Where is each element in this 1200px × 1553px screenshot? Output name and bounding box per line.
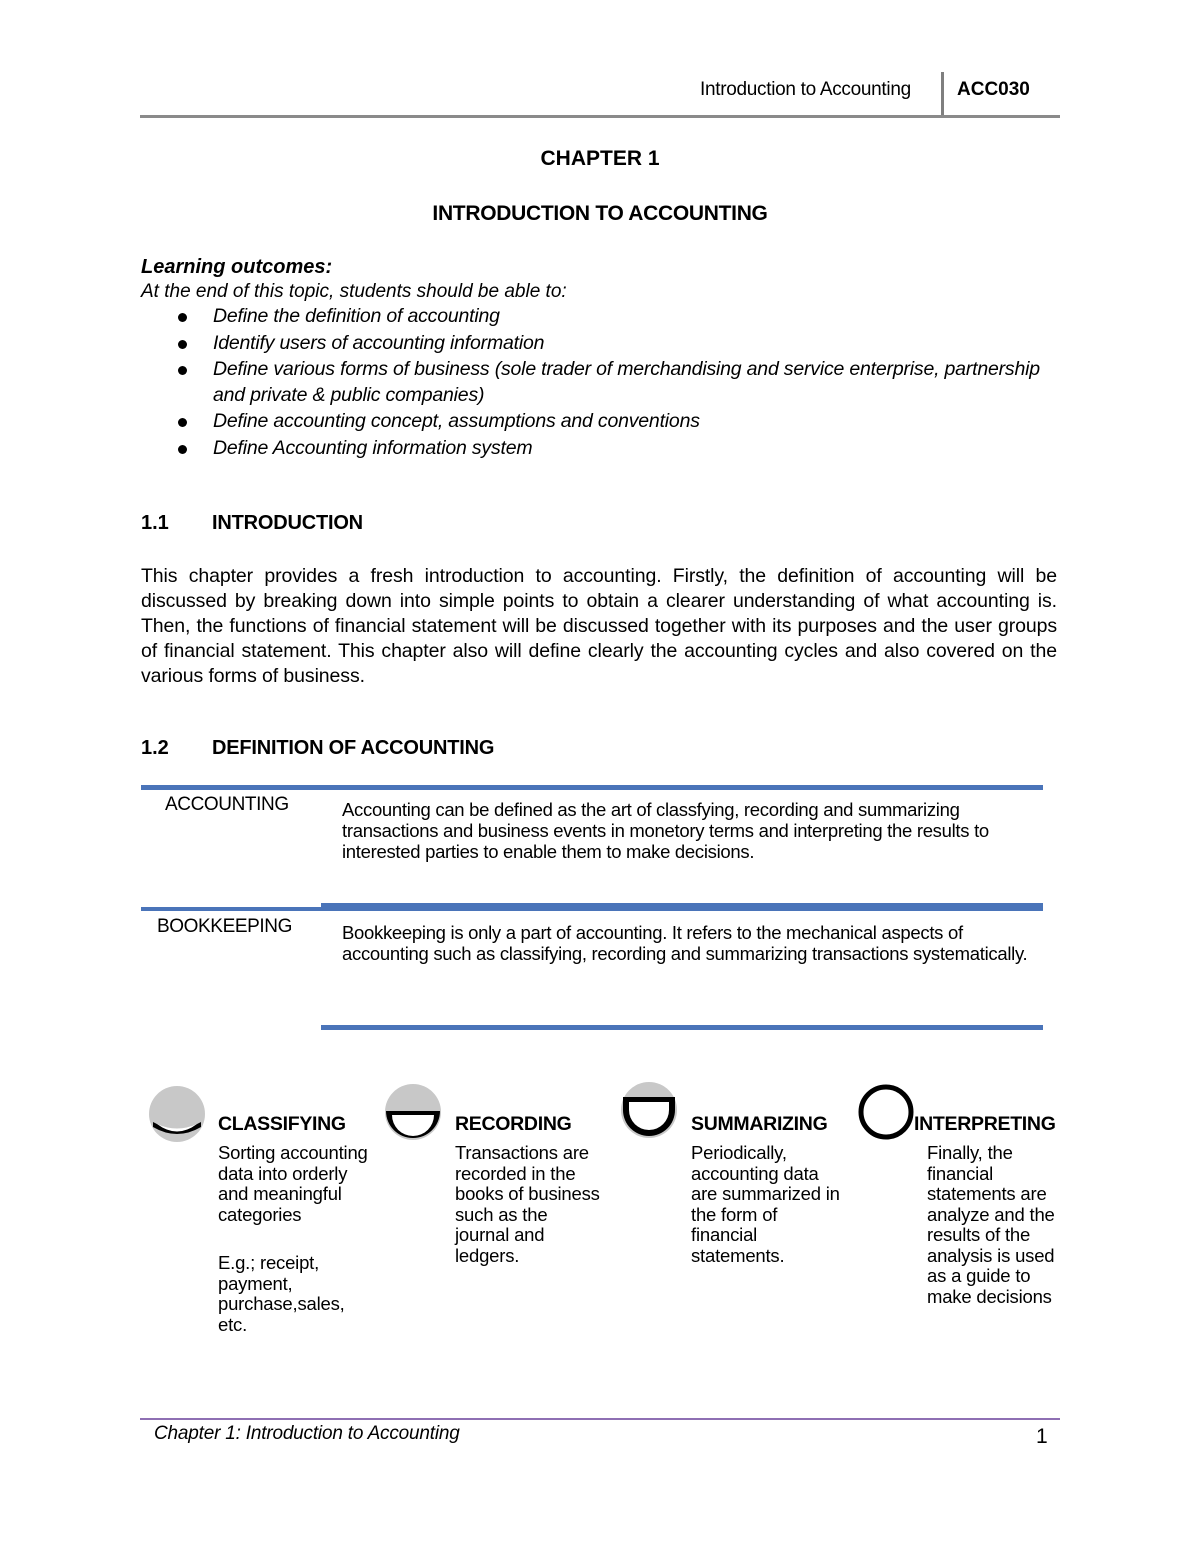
list-item-text: Define various forms of business (sole trader of merchandising and service enterprise, partnership and private & public companies)	[213, 358, 1040, 406]
running-header-title: Introduction to Accounting	[700, 79, 911, 100]
bullet-icon	[178, 418, 187, 427]
page-number: 1	[1036, 1425, 1048, 1448]
section-number: 1.1	[141, 512, 169, 534]
list-item-text: Define Accounting information system	[213, 436, 533, 459]
list-item	[141, 436, 1071, 462]
step-example-classifying: E.g.; receipt, payment, purchase,sales, etc.	[218, 1252, 345, 1335]
step-text-classifying: Sorting accounting data into orderly and meaningful categories	[218, 1142, 368, 1225]
definition-rule	[141, 907, 321, 911]
learning-outcomes-intro: At the end of this topic, students should be able to:	[141, 281, 567, 302]
list-item-text: Identify users of accounting information	[213, 331, 545, 354]
bullet-icon	[178, 445, 187, 454]
term-accounting: ACCOUNTING	[165, 794, 289, 815]
list-item-text: Define the definition of accounting	[213, 305, 500, 327]
introduction-paragraph: This chapter provides a fresh introduction to accounting. Firstly, the definition of accounting will be discussed by breaking down into simple points to obtain a clearer understanding of what accounting is. Then, the functions of financial statement will be discussed together with its purposes and the user groups of financial statement. This chapter also will define clearly the accounting cycles and also covered on the various forms of business.	[141, 565, 1057, 687]
section-title: INTRODUCTION	[212, 512, 363, 534]
list-item-text: Define accounting concept, assumptions and conventions	[213, 410, 700, 432]
step-title-summarizing: SUMMARIZING	[691, 1113, 828, 1135]
section-title: DEFINITION OF ACCOUNTING	[212, 737, 495, 759]
list-item	[141, 409, 1071, 435]
learning-outcomes-heading: Learning outcomes:	[141, 256, 333, 278]
term-bookkeeping: BOOKKEEPING	[157, 916, 292, 937]
list-item	[141, 304, 1071, 330]
footer-text: Chapter 1: Introduction to Accounting	[154, 1423, 460, 1444]
step-title-recording: RECORDING	[455, 1113, 572, 1135]
definition-rule	[141, 785, 1043, 790]
definition-accounting: Accounting can be defined as the art of classfying, recording and summarizing transactions and business events in monetory terms and interpreting the results to interested parties to enable them to make decisions.	[342, 799, 989, 862]
course-code: ACC030	[957, 79, 1030, 100]
chapter-label: CHAPTER 1	[540, 147, 660, 170]
full-circle-icon	[857, 1083, 915, 1141]
learning-outcomes-list	[141, 304, 1071, 462]
bullet-icon	[178, 366, 187, 375]
footer-rule	[140, 1418, 1060, 1420]
header-rule	[140, 115, 1060, 118]
definition-rule	[321, 1025, 1043, 1030]
list-item	[141, 357, 1071, 408]
step-text-summarizing: Periodically, accounting data are summarized in the form of financial statements.	[691, 1142, 840, 1266]
section-number: 1.2	[141, 737, 169, 759]
step-title-classifying: CLASSIFYING	[218, 1113, 346, 1135]
step-text-interpreting: Finally, the financial statements are analyze and the results of the analysis is used as a guide to make decisions	[927, 1142, 1055, 1307]
bullet-icon	[178, 313, 187, 322]
circle-three-quarter-icon	[620, 1081, 678, 1139]
header-separator	[941, 72, 944, 116]
definition-rule	[321, 903, 1043, 911]
bullet-icon	[178, 340, 187, 349]
circle-bottom-half-icon	[384, 1083, 442, 1141]
step-text-recording: Transactions are recorded in the books of business such as the journal and ledgers.	[455, 1142, 600, 1266]
step-title-interpreting: INTERPRETING	[914, 1113, 1056, 1135]
list-item	[141, 331, 1071, 357]
definition-bookkeeping: Bookkeeping is only a part of accounting. It refers to the mechanical aspects of accounting such as classifying, recording and summarizing transactions systematically.	[342, 922, 1028, 964]
chapter-title: INTRODUCTION TO ACCOUNTING	[432, 202, 768, 225]
circle-bottom-quarter-icon	[148, 1085, 206, 1143]
